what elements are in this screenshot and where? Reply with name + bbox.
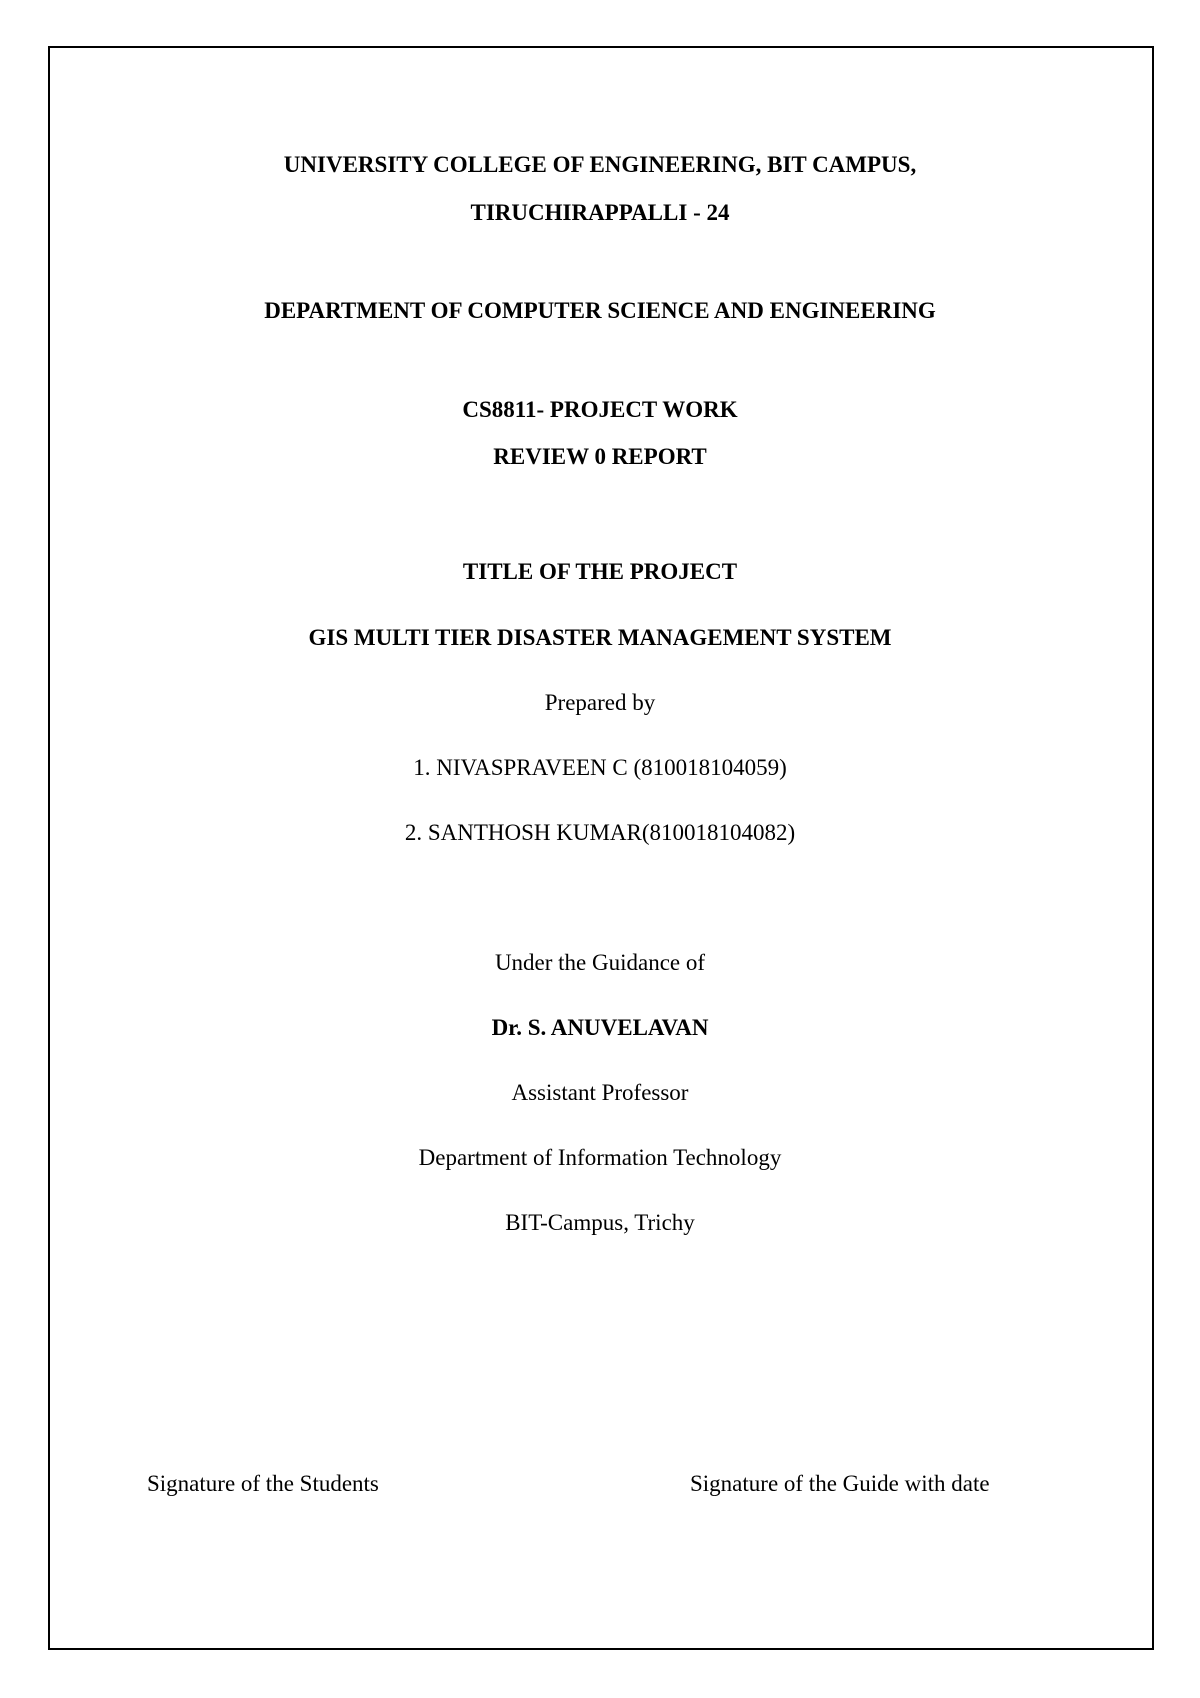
university-name-line2: TIRUCHIRAPPALLI - 24 xyxy=(470,200,730,225)
university-name-line1: UNIVERSITY COLLEGE OF ENGINEERING, BIT CAMPUS, xyxy=(283,152,917,177)
course-title: CS8811- PROJECT WORK xyxy=(462,397,738,422)
guidance-label: Under the Guidance of xyxy=(494,950,706,975)
guide-designation: Assistant Professor xyxy=(511,1080,689,1105)
guide-signature-label: Signature of the Guide with date xyxy=(690,1471,990,1496)
students-signature-label: Signature of the Students xyxy=(147,1471,379,1496)
department-heading: DEPARTMENT OF COMPUTER SCIENCE AND ENGINEERING xyxy=(264,298,936,323)
guide-department: Department of Information Technology xyxy=(418,1145,782,1170)
guide-name: Dr. S. ANUVELAVAN xyxy=(491,1015,709,1040)
project-title-label: TITLE OF THE PROJECT xyxy=(462,559,738,584)
project-title: GIS MULTI TIER DISASTER MANAGEMENT SYSTEM xyxy=(308,625,892,650)
student-2: 2. SANTHOSH KUMAR(810018104082) xyxy=(404,820,796,845)
report-title: REVIEW 0 REPORT xyxy=(493,444,707,469)
prepared-by-label: Prepared by xyxy=(544,690,656,715)
page-border xyxy=(48,46,1154,1650)
student-1: 1. NIVASPRAVEEN C (810018104059) xyxy=(413,755,787,780)
guide-campus: BIT-Campus, Trichy xyxy=(505,1210,695,1235)
